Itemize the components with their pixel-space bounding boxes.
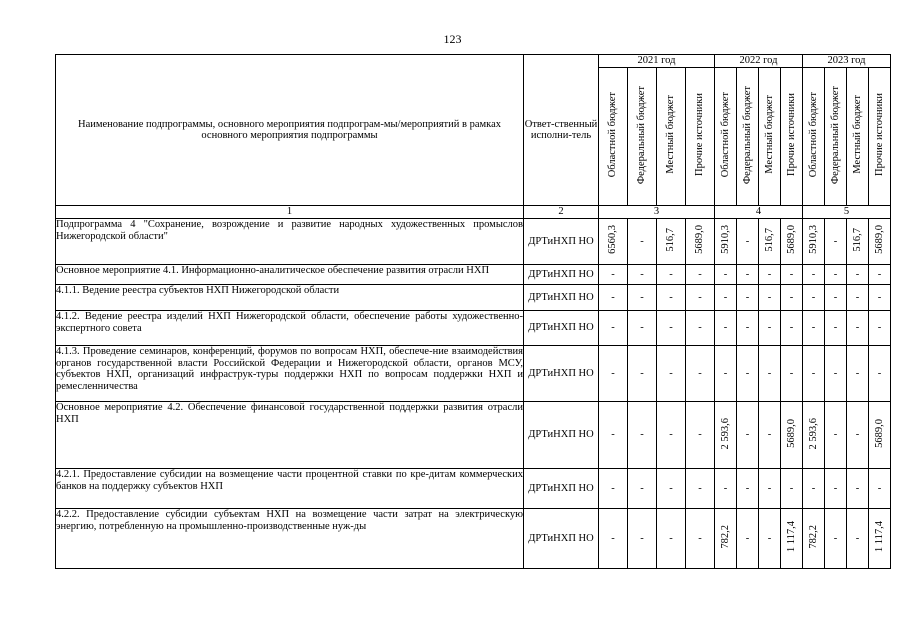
header-source-label: Областной бюджет [719, 92, 731, 178]
row-executor: ДРТиНХП НО [524, 265, 599, 285]
value-cell [686, 402, 715, 469]
value-cell [825, 469, 847, 509]
value-text: - [877, 268, 882, 280]
value-text: 516,7 [665, 227, 677, 252]
value-cell [847, 265, 869, 285]
value-cell [847, 509, 869, 569]
header-source-label: Федеральный бюджет [636, 85, 648, 184]
value-cell [759, 346, 781, 402]
value-cell [759, 219, 781, 265]
header-source-3-3 [847, 68, 869, 206]
row-name: Основное мероприятие 4.1. Информационно-аналитическое обеспечение развития отрасли НХП [56, 265, 524, 285]
header-source-label: Прочие источники [694, 93, 706, 177]
header-source-3-4 [869, 68, 891, 206]
value-text: 782,2 [807, 524, 819, 549]
value-cell [847, 311, 869, 346]
value-text: - [745, 482, 750, 494]
row-executor: ДРТиНХП НО [524, 402, 599, 469]
row-executor: ДРТиНХП НО [524, 469, 599, 509]
row-name: 4.1.2. Ведение реестра изделий НХП Нижегородской области, обеспечение работы художественно-экспертного совета [56, 311, 524, 346]
value-text: - [723, 291, 728, 303]
value-cell [759, 509, 781, 569]
value-text: - [698, 532, 702, 544]
table-row [56, 509, 891, 569]
value-cell [825, 219, 847, 265]
value-cell [803, 509, 825, 569]
value-text: - [669, 429, 673, 441]
value-cell [599, 219, 628, 265]
header-source-2-2 [737, 68, 759, 206]
value-cell [737, 311, 759, 346]
value-cell [869, 509, 891, 569]
row-name: 4.1.1. Ведение реестра субъектов НХП Нижегородской области [56, 285, 524, 311]
value-cell [847, 402, 869, 469]
value-text: 782,2 [719, 524, 731, 549]
value-text: 516,7 [763, 227, 775, 252]
value-cell [803, 219, 825, 265]
header-source-label: Местный бюджет [763, 95, 775, 175]
value-cell [686, 346, 715, 402]
value-text: 6560,3 [607, 225, 619, 255]
page-number: 123 [443, 32, 462, 46]
value-text: - [698, 322, 702, 334]
value-text: - [833, 532, 838, 544]
value-text: - [640, 367, 644, 379]
value-text: 516,7 [851, 227, 863, 252]
value-cell [628, 469, 657, 509]
value-cell [759, 285, 781, 311]
value-cell [869, 469, 891, 509]
value-cell [825, 285, 847, 311]
value-cell [599, 311, 628, 346]
value-cell [803, 265, 825, 285]
value-cell [599, 285, 628, 311]
value-text: - [698, 482, 702, 494]
value-cell [803, 285, 825, 311]
value-cell [847, 285, 869, 311]
value-text: - [640, 235, 644, 247]
value-cell [657, 265, 686, 285]
value-text: - [855, 532, 860, 544]
value-cell [628, 285, 657, 311]
value-text: - [669, 322, 673, 334]
value-text: 1 117,4 [873, 521, 885, 553]
value-cell [737, 469, 759, 509]
row-executor: ДРТиНХП НО [524, 346, 599, 402]
value-text: - [640, 429, 644, 441]
value-cell [657, 469, 686, 509]
value-text: - [767, 268, 772, 280]
value-cell [737, 402, 759, 469]
value-text: - [811, 268, 816, 280]
value-cell [803, 469, 825, 509]
value-cell [759, 311, 781, 346]
value-text: - [669, 482, 673, 494]
value-text: - [767, 291, 772, 303]
value-cell [737, 509, 759, 569]
value-text: - [611, 291, 615, 303]
value-text: - [811, 322, 816, 334]
value-text: - [698, 429, 702, 441]
value-cell [781, 469, 803, 509]
value-text: - [767, 482, 772, 494]
value-cell [847, 346, 869, 402]
value-text: - [833, 235, 838, 247]
row-name: 4.2.1. Предоставление субсидии на возмещение части процентной ставки по кре-дитам коммерческих банков на поддержку субъектов НХП [56, 469, 524, 509]
value-text: - [811, 482, 816, 494]
value-cell [737, 219, 759, 265]
value-cell [628, 311, 657, 346]
value-cell [599, 346, 628, 402]
value-text: - [811, 367, 816, 379]
value-cell [686, 285, 715, 311]
value-text: - [611, 268, 615, 280]
header-source-label: Местный бюджет [851, 95, 863, 175]
value-cell [869, 219, 891, 265]
value-text: 2 593,6 [807, 417, 819, 449]
value-text: - [833, 482, 838, 494]
value-text: 5689,0 [785, 225, 797, 255]
value-cell [715, 509, 737, 569]
value-text: - [877, 482, 882, 494]
value-text: - [640, 268, 644, 280]
table-row [56, 346, 891, 402]
value-cell [759, 402, 781, 469]
table-row [56, 265, 891, 285]
value-cell [657, 402, 686, 469]
value-text: - [611, 322, 615, 334]
value-cell [781, 285, 803, 311]
header-source-2-4 [781, 68, 803, 206]
value-text: - [789, 322, 794, 334]
column-number-5: 5 [803, 206, 891, 219]
value-cell [657, 311, 686, 346]
value-cell [847, 469, 869, 509]
value-text: - [669, 367, 673, 379]
value-text: - [745, 532, 750, 544]
budget-table [55, 54, 891, 569]
header-source-label: Прочие источники [873, 93, 885, 177]
value-cell [715, 346, 737, 402]
value-text: - [833, 268, 838, 280]
value-text: - [767, 429, 772, 441]
row-executor: ДРТиНХП НО [524, 219, 599, 265]
value-text: - [811, 291, 816, 303]
header-source-label: Областной бюджет [607, 92, 619, 178]
value-cell [869, 346, 891, 402]
value-cell [781, 509, 803, 569]
value-text: - [833, 291, 838, 303]
value-cell [715, 402, 737, 469]
value-cell [686, 219, 715, 265]
header-source-label: Прочие источники [785, 93, 797, 177]
value-cell [715, 285, 737, 311]
value-text: 5910,3 [719, 225, 731, 255]
value-text: 1 117,4 [785, 521, 797, 553]
value-cell [657, 346, 686, 402]
table-row [56, 219, 891, 265]
value-text: - [611, 532, 615, 544]
header-source-label: Местный бюджет [665, 95, 677, 175]
table-row [56, 402, 891, 469]
value-text: 2 593,6 [719, 417, 731, 449]
value-text: - [789, 367, 794, 379]
value-cell [657, 509, 686, 569]
value-text: - [767, 367, 772, 379]
value-cell [628, 265, 657, 285]
value-text: 5689,0 [873, 418, 885, 448]
value-cell [599, 265, 628, 285]
value-cell [869, 311, 891, 346]
header-source-label: Федеральный бюджет [741, 85, 753, 184]
value-text: - [669, 268, 673, 280]
value-text: - [745, 322, 750, 334]
value-cell [628, 402, 657, 469]
header-source-1-4 [686, 68, 715, 206]
value-text: - [611, 482, 615, 494]
value-cell [825, 346, 847, 402]
header-year-2022: 2022 год [715, 55, 803, 68]
value-text: - [698, 367, 702, 379]
value-cell [715, 219, 737, 265]
header-source-2-1 [715, 68, 737, 206]
value-text: - [877, 322, 882, 334]
value-text: - [669, 532, 673, 544]
value-cell [803, 346, 825, 402]
header-source-1-1 [599, 68, 628, 206]
value-cell [657, 285, 686, 311]
value-text: - [723, 268, 728, 280]
value-cell [686, 469, 715, 509]
value-text: - [789, 268, 794, 280]
value-cell [803, 311, 825, 346]
value-cell [599, 509, 628, 569]
value-cell [628, 509, 657, 569]
value-cell [869, 285, 891, 311]
row-executor: ДРТиНХП НО [524, 509, 599, 569]
value-text: - [723, 322, 728, 334]
value-cell [847, 219, 869, 265]
value-cell [781, 346, 803, 402]
value-text: - [855, 291, 860, 303]
row-name: Подпрограмма 4 "Сохранение, возрождение и развитие народных художественных промыслов Нижегородской области" [56, 219, 524, 265]
value-text: 5910,3 [807, 225, 819, 255]
value-cell [759, 265, 781, 285]
header-source-label: Федеральный бюджет [829, 85, 841, 184]
header-name-column: Наименование подпрограммы, основного мероприятия подпрограм-мы/мероприятий в рамках основного мероприятия подпрограммы [56, 55, 524, 206]
header-source-3-1 [803, 68, 825, 206]
header-source-2-3 [759, 68, 781, 206]
value-text: - [833, 429, 838, 441]
value-cell [869, 402, 891, 469]
value-text: - [611, 367, 615, 379]
value-text: 5689,0 [694, 225, 706, 255]
value-cell [825, 509, 847, 569]
value-cell [781, 311, 803, 346]
value-cell [686, 311, 715, 346]
value-text: - [789, 291, 794, 303]
table-row [56, 469, 891, 509]
column-number-2: 2 [524, 206, 599, 219]
value-cell [715, 265, 737, 285]
value-text: - [855, 367, 860, 379]
row-name: 4.1.3. Проведение семинаров, конференций, форумов по вопросам НХП, обеспече-ние взаимодействия органов государственной власти Российской Федерации и Нижегородской области, органов МСУ, субъектов НХП, организаций инфраструк-туры поддержки НХП по вопросам поддержки НХП и ремесленничества [56, 346, 524, 402]
value-text: - [640, 291, 644, 303]
value-text: - [767, 532, 772, 544]
value-text: - [855, 322, 860, 334]
value-cell [737, 346, 759, 402]
value-text: - [745, 291, 750, 303]
value-cell [599, 402, 628, 469]
value-text: - [745, 429, 750, 441]
value-text: - [640, 322, 644, 334]
header-executor-column: Ответ-ственный исполни-тель [524, 55, 599, 206]
row-name: Основное мероприятие 4.2. Обеспечение финансовой государственной поддержки развития отрасли НХП [56, 402, 524, 469]
value-text: - [723, 367, 728, 379]
value-cell [825, 265, 847, 285]
value-cell [686, 509, 715, 569]
value-text: - [877, 291, 882, 303]
value-cell [781, 265, 803, 285]
value-cell [737, 265, 759, 285]
column-number-4: 4 [715, 206, 803, 219]
value-cell [715, 469, 737, 509]
value-text: - [745, 235, 750, 247]
value-cell [686, 265, 715, 285]
value-text: - [669, 291, 673, 303]
value-text: 5689,0 [873, 225, 885, 255]
value-cell [628, 219, 657, 265]
row-name: 4.2.2. Предоставление субсидии субъектам НХП на возмещение части затрат на электрическую энергию, потребленную на промышленно-производственные нуж-ды [56, 509, 524, 569]
value-text: - [698, 291, 702, 303]
value-text: - [640, 482, 644, 494]
value-text: - [855, 429, 860, 441]
value-text: - [767, 322, 772, 334]
header-source-1-3 [657, 68, 686, 206]
value-text: - [855, 268, 860, 280]
column-number-1: 1 [56, 206, 524, 219]
header-year-2023: 2023 год [803, 55, 891, 68]
value-cell [599, 469, 628, 509]
value-text: - [833, 367, 838, 379]
value-cell [825, 402, 847, 469]
value-cell [869, 265, 891, 285]
value-text: - [723, 482, 728, 494]
value-cell [628, 346, 657, 402]
header-source-3-2 [825, 68, 847, 206]
value-cell [825, 311, 847, 346]
value-cell [759, 469, 781, 509]
value-text: - [611, 429, 615, 441]
value-text: - [789, 482, 794, 494]
row-executor: ДРТиНХП НО [524, 311, 599, 346]
table-row [56, 311, 891, 346]
value-cell [737, 285, 759, 311]
value-text: - [877, 367, 882, 379]
header-source-1-2 [628, 68, 657, 206]
value-text: - [833, 322, 838, 334]
value-text: - [698, 268, 702, 280]
value-cell [803, 402, 825, 469]
column-number-3: 3 [599, 206, 715, 219]
value-cell [781, 219, 803, 265]
header-year-2021: 2021 год [599, 55, 715, 68]
value-text: - [855, 482, 860, 494]
header-source-label: Областной бюджет [807, 92, 819, 178]
value-cell [781, 402, 803, 469]
value-cell [715, 311, 737, 346]
value-text: - [640, 532, 644, 544]
table-row [56, 285, 891, 311]
value-text: - [745, 268, 750, 280]
value-text: - [745, 367, 750, 379]
row-executor: ДРТиНХП НО [524, 285, 599, 311]
value-cell [657, 219, 686, 265]
value-text: 5689,0 [785, 418, 797, 448]
